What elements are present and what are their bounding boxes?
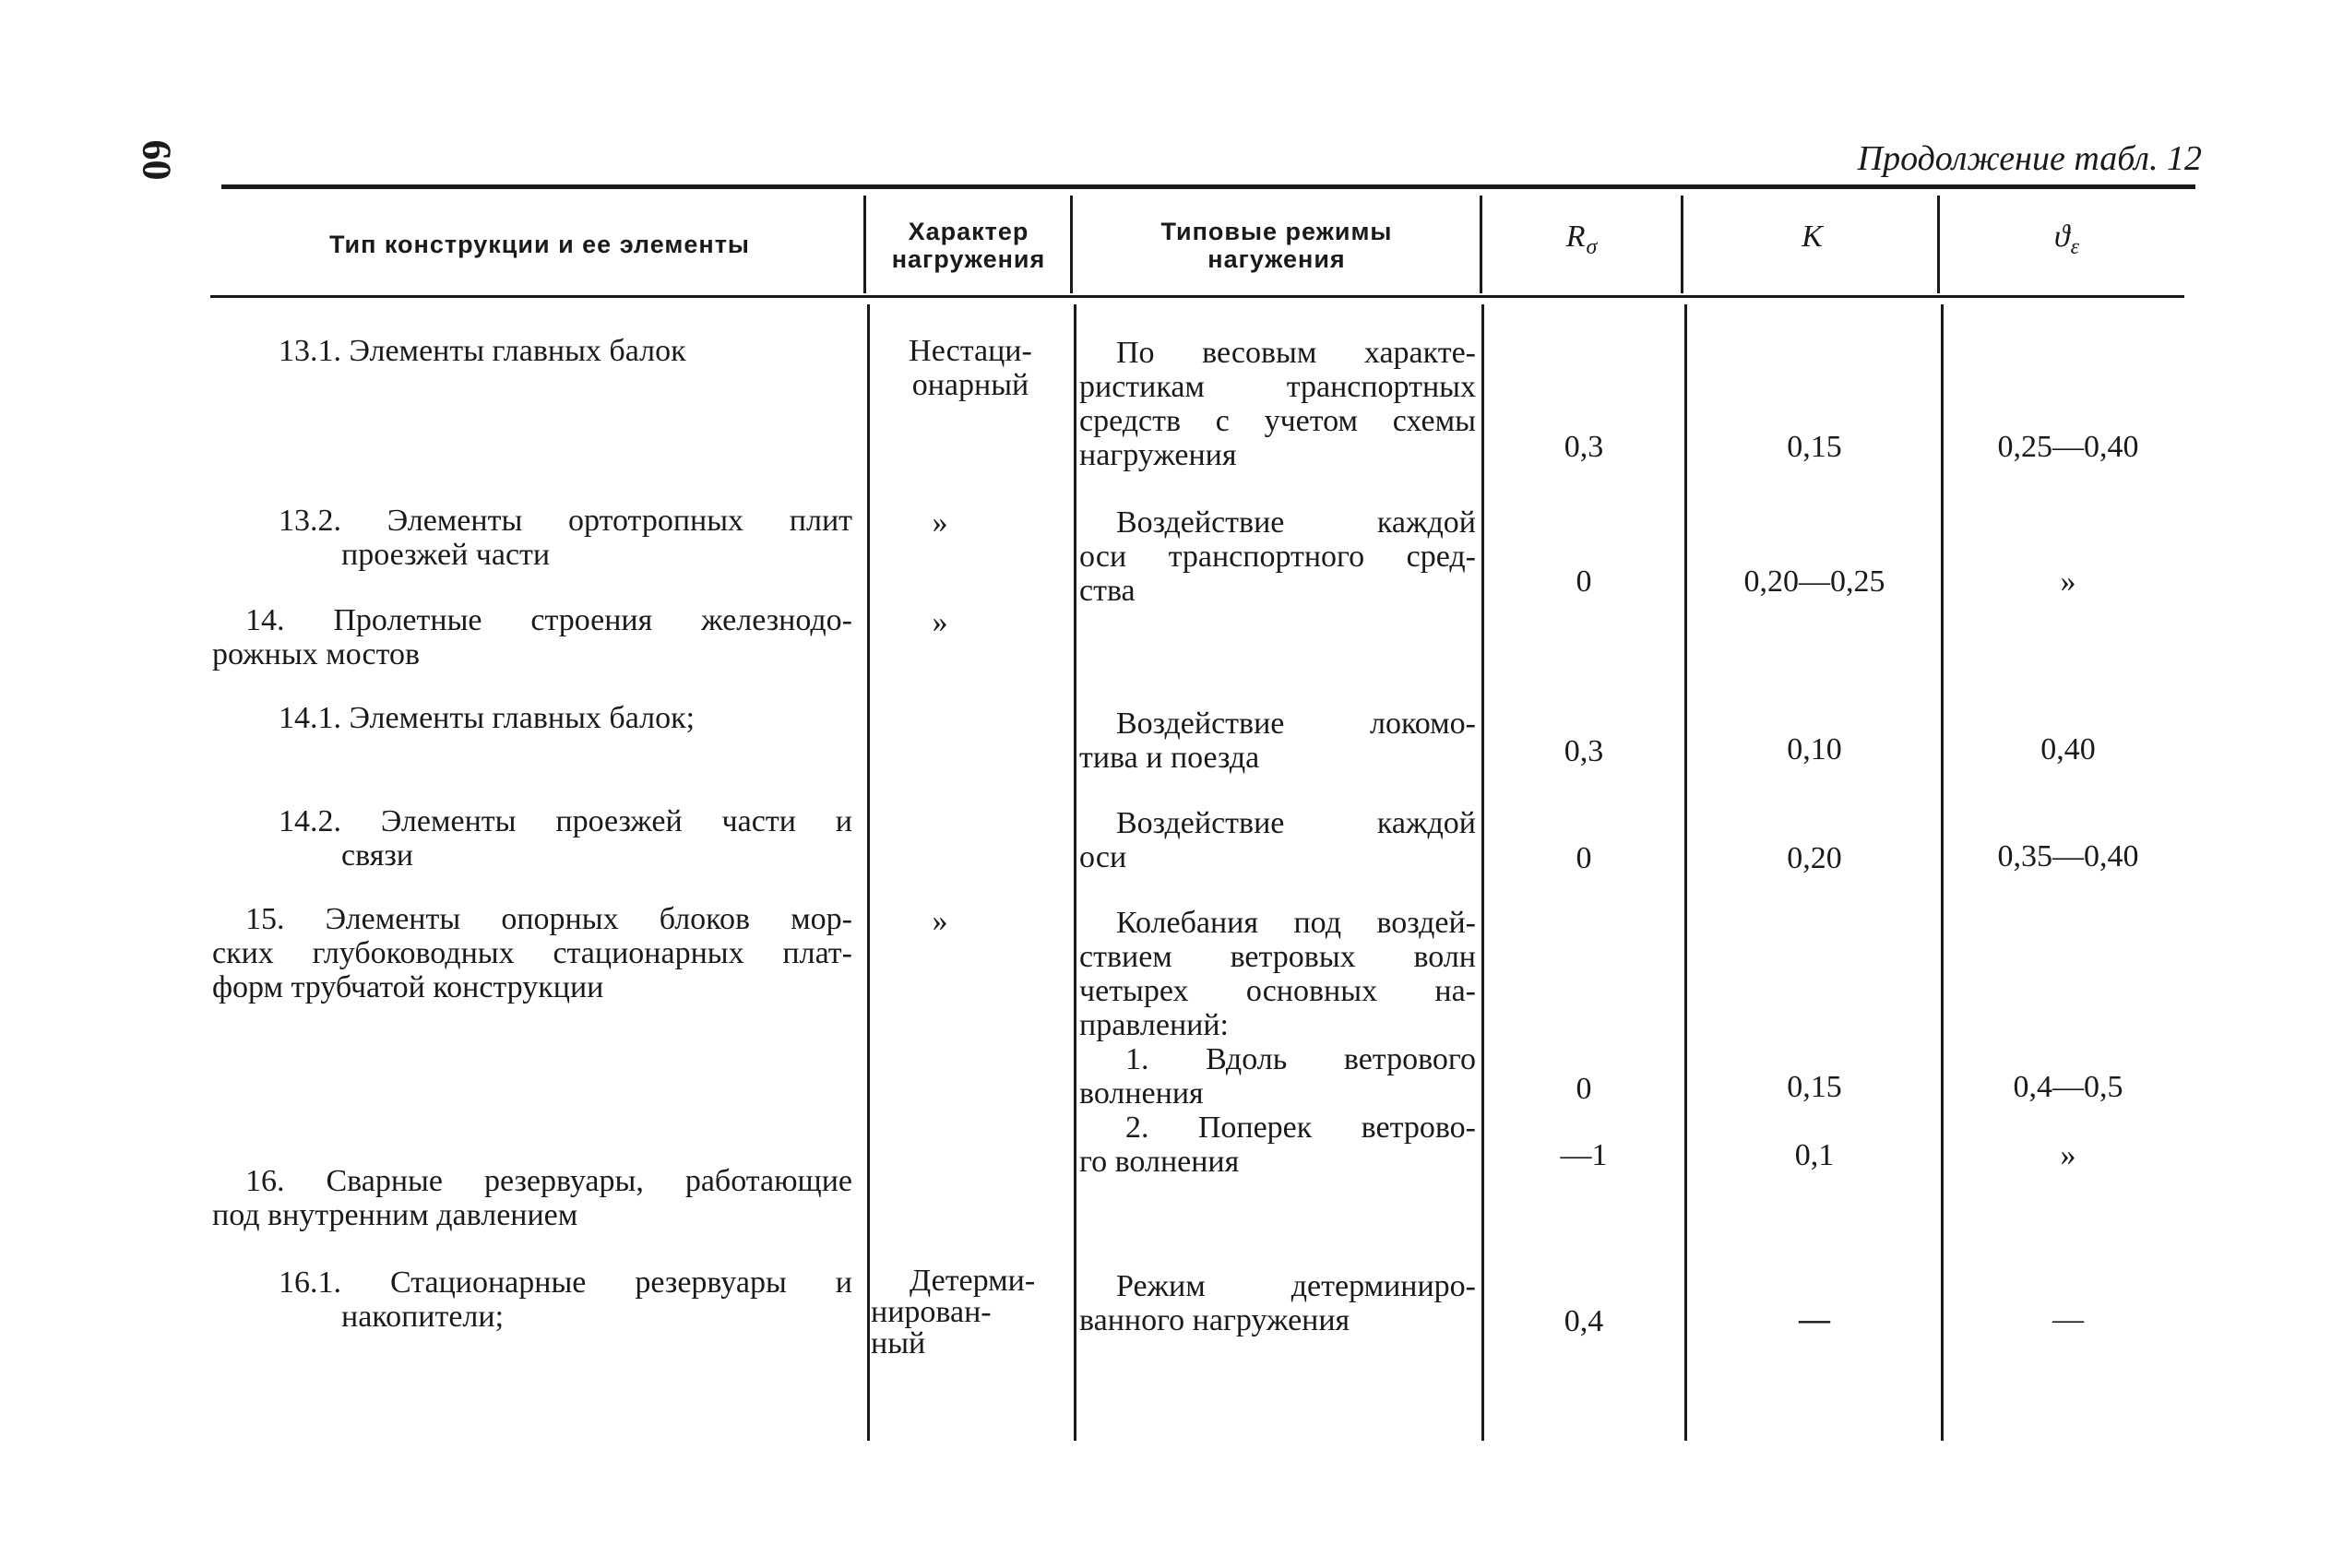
row-15-1-r-value: 0 (1576, 1072, 1592, 1106)
header-line: нагружения (891, 245, 1046, 273)
header-symbol: ϑ (2053, 220, 2071, 254)
row-14-2-type (212, 804, 852, 873)
row-13-2-r-value: 0 (1576, 564, 1592, 599)
row-15-1-k-value: 0,15 (1787, 1070, 1842, 1104)
column-divider (1074, 304, 1076, 1441)
row-13-2-type (212, 504, 852, 572)
row-14-1-k-value: 0,10 (1787, 732, 1842, 766)
cell-line: ствием ветровых волн (1079, 940, 1476, 974)
row-14-1-mode (1079, 707, 1476, 775)
column-divider (1684, 304, 1687, 1441)
row-14-1-r-value: 0,3 (1564, 734, 1604, 768)
cell-line: Воздействие локомо- (1116, 707, 1476, 741)
cell-line: правлений: (1079, 1008, 1229, 1042)
cell-line: Воздействие каждой (1116, 505, 1476, 540)
cell-line: 2. Поперек ветрово- (1125, 1111, 1476, 1145)
cell-line: 16.1. Стационарные резервуары и (279, 1265, 852, 1300)
cell-line: 15. Элементы опорных блоков мор- (245, 902, 852, 936)
row-13-1-r-value: 0,3 (1564, 430, 1604, 464)
row-16-1-type (212, 1265, 852, 1334)
header-divider (1480, 196, 1482, 293)
cell-line: оси (1079, 840, 1127, 874)
row-15-2-theta-value: » (2060, 1138, 2076, 1172)
header-divider (1070, 196, 1073, 293)
header-subscript: σ (1586, 234, 1599, 259)
cell-line: тива и поезда (1079, 741, 1260, 775)
cell-line: Режим детерминиро- (1116, 1269, 1476, 1303)
cell-line: го волнения (1079, 1145, 1240, 1179)
header-divider (1681, 196, 1683, 293)
row-14-1-type: 14.1. Элементы главных балок; (279, 701, 696, 735)
cell-line: онарный (911, 368, 1029, 402)
column-divider (867, 304, 870, 1441)
cell-line: рожных мостов (212, 637, 421, 671)
header-typical-modes (1076, 218, 1478, 273)
cell-line: нирован- (871, 1295, 992, 1329)
row-14-2-k-value: 0,20 (1787, 841, 1842, 875)
cell-line: ских глубоководных стационарных плат- (212, 936, 852, 970)
row-16-1-theta-value: — (2052, 1302, 2084, 1336)
cell-line: четырех основных на- (1079, 974, 1476, 1008)
row-16-1-k-value: — (1799, 1302, 1830, 1336)
row-16-1-mode (1079, 1269, 1476, 1337)
row-13-2-loading: » (932, 505, 948, 540)
cell-line: 14.2. Элементы проезжей части и (279, 804, 852, 838)
cell-line: проезжей части (341, 538, 551, 572)
cell-line: форм трубчатой конструкции (212, 970, 604, 1004)
cell-line: Воздействие каждой (1116, 806, 1476, 840)
header-loading-character (867, 218, 1070, 273)
cell-line: 1. Вдоль ветрового (1125, 1042, 1476, 1076)
row-14-2-r-value: 0 (1576, 841, 1592, 875)
row-14-type (212, 603, 852, 671)
header-bottom-rule (210, 295, 2184, 298)
table-continuation-caption: Продолжение табл. 12 (1857, 139, 2202, 178)
row-13-2-theta-value: » (2060, 564, 2076, 599)
cell-line: связи (341, 838, 413, 873)
cell-line: оси транспортного сред- (1079, 540, 1476, 574)
row-15-loading: » (932, 904, 948, 938)
page-number: 60 (134, 139, 180, 181)
row-14-1-theta-value: 0,40 (2040, 732, 2096, 766)
row-15-mode (1079, 906, 1476, 1179)
cell-line: 14. Пролетные строения железнодо- (245, 603, 852, 637)
cell-line: 13.2. Элементы ортотропных плит (279, 504, 852, 538)
header-r-sigma (1483, 220, 1681, 261)
row-13-2-k-value: 0,20—0,25 (1743, 564, 1885, 599)
cell-line: волнения (1079, 1076, 1204, 1111)
row-13-1-loading (871, 334, 1070, 402)
row-16-1-loading (871, 1265, 1074, 1360)
row-15-type (212, 902, 852, 1004)
row-13-2-mode (1079, 505, 1476, 608)
cell-line: ства (1079, 574, 1136, 608)
header-line: нагужения (1207, 245, 1346, 273)
row-16-1-r-value: 0,4 (1564, 1304, 1604, 1338)
header-line: Характер (908, 218, 1029, 245)
row-15-2-r-value: —1 (1560, 1138, 1608, 1172)
header-line: Типовые режимы (1160, 218, 1393, 245)
cell-line: ный (871, 1326, 926, 1360)
row-14-2-mode (1079, 806, 1476, 874)
cell-line: Нестаци- (909, 334, 1032, 368)
header-construction-type: Тип конструкции и ее элементы (329, 231, 750, 258)
header-theta (1943, 220, 2192, 261)
cell-line: накопители; (341, 1300, 505, 1334)
cell-line: средств с учетом схемы (1079, 404, 1476, 438)
header-symbol: R (1565, 220, 1587, 254)
header-divider (863, 196, 866, 293)
cell-line: 16. Сварные резервуары, работающие (245, 1164, 852, 1198)
row-15-2-k-value: 0,1 (1794, 1138, 1835, 1172)
row-13-1-theta-value: 0,25—0,40 (1997, 430, 2139, 464)
row-14-2-theta-value: 0,35—0,40 (1997, 839, 2139, 873)
row-13-1-k-value: 0,15 (1787, 430, 1842, 464)
cell-line: Колебания под воздей- (1116, 906, 1476, 940)
cell-line: По весовым характе- (1116, 336, 1476, 370)
row-13-1-mode (1079, 336, 1476, 472)
row-13-1-type: 13.1. Элементы главных балок (279, 334, 686, 368)
header-symbol: K (1802, 220, 1824, 254)
header-k (1686, 220, 1939, 254)
header-subscript: ε (2070, 234, 2081, 259)
cell-line: под внутренним давлением (212, 1198, 578, 1232)
cell-line: ванного нагружения (1079, 1303, 1350, 1337)
row-15-1-theta-value: 0,4—0,5 (2013, 1070, 2123, 1104)
top-rule (221, 184, 2195, 189)
cell-line: ристикам транспортных (1079, 370, 1476, 404)
cell-line: Детерми- (910, 1264, 1036, 1298)
row-14-loading: » (932, 605, 948, 639)
column-divider (1481, 304, 1484, 1441)
cell-line: нагружения (1079, 438, 1237, 472)
row-16-type (212, 1164, 852, 1232)
